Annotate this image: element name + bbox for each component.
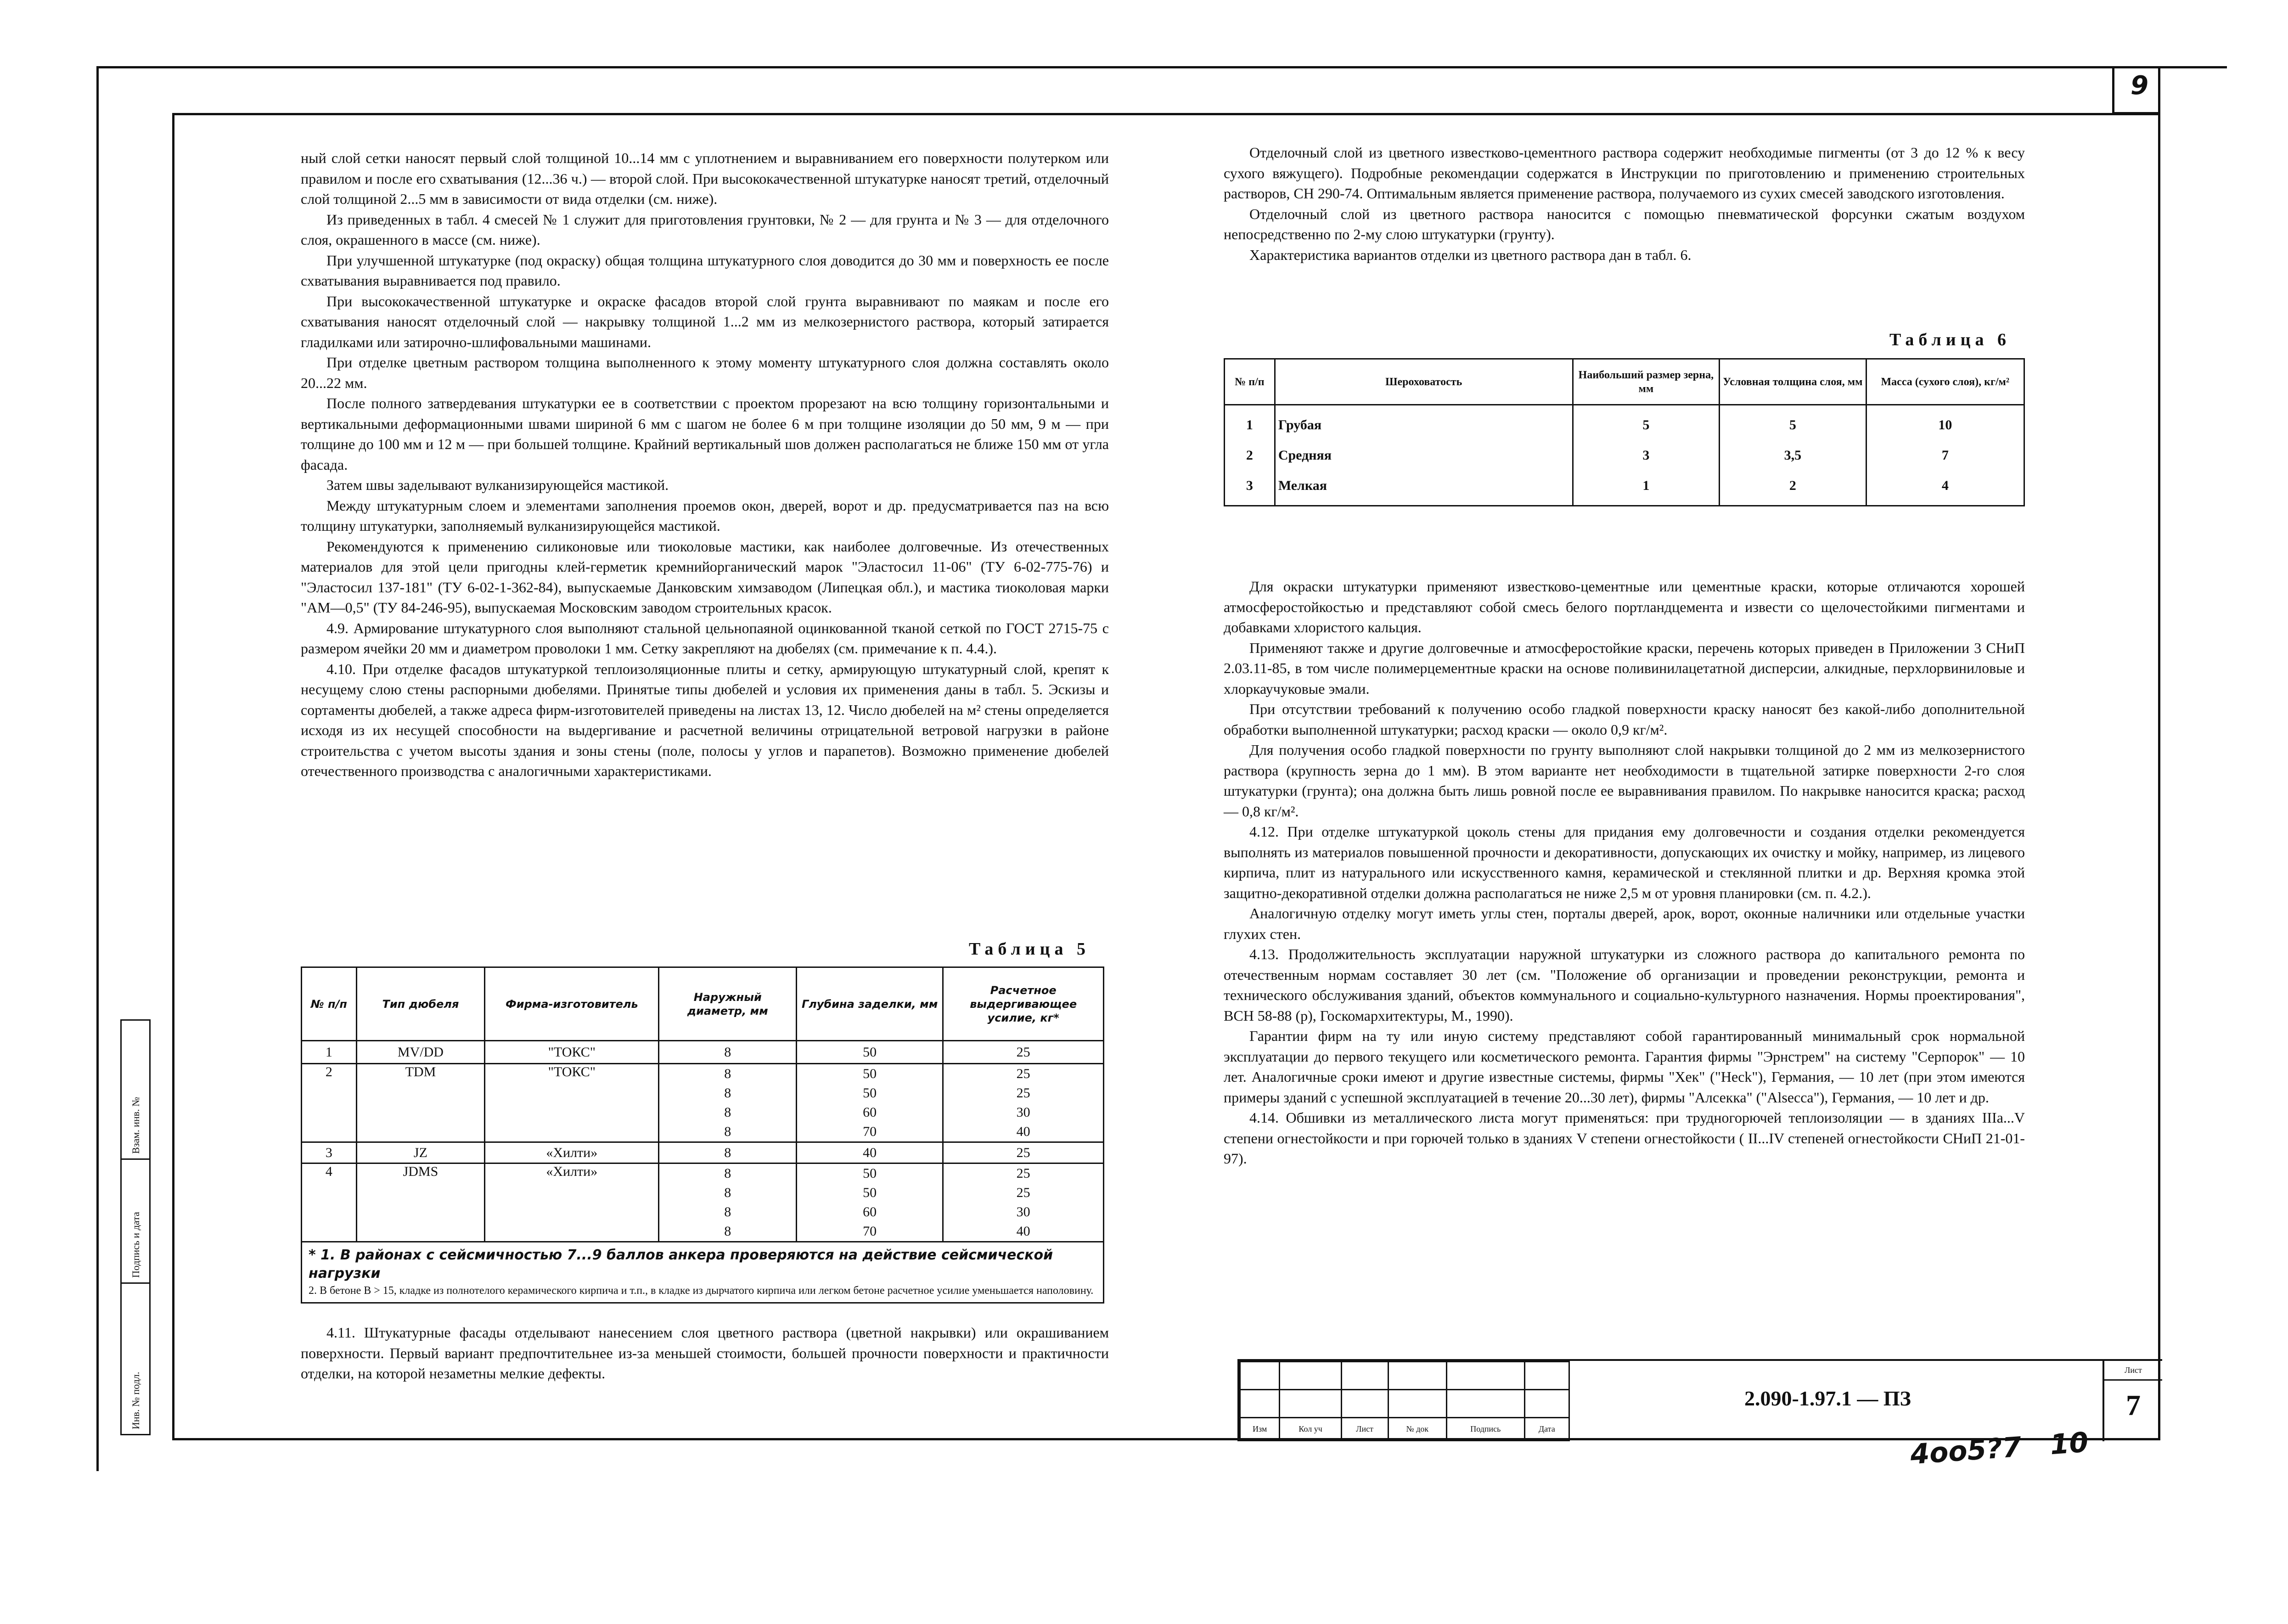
cell-value: 8 xyxy=(724,1185,731,1200)
table5 xyxy=(301,967,1104,1304)
cell-value: 8 xyxy=(724,1224,731,1239)
outer-top-border xyxy=(96,66,2227,68)
cell-value: 4 xyxy=(1941,478,1949,493)
cell: 25 xyxy=(943,1041,1104,1064)
paragraph: Рекомендуются к применению силиконовые или тиоколовые мастики, как наиболее долговечные. Из отечественных материалов для этой цели пригодны клей-герметик кремнийорганический марок "Эластосил 11-06" (ТУ 6-02-775-76) и "Эластосил 137-181" (ТУ 6-02-1-362-84), выпускаемые Данковским химзаводом (Липецкая обл.), и мастика тиоколовая марки "АМ—0,5" (ТУ 84-246-95), выпускаемая Московским заводом строительных красок. xyxy=(301,538,1109,616)
cell: 40 xyxy=(796,1142,943,1163)
cell-value: 7 xyxy=(1941,447,1949,463)
paragraph: При отделке цветным раствором толщина выполненного к этому моменту штукатурного слоя должна составлять около 20...22 мм. xyxy=(301,354,1109,391)
table5-header: Тип дюбеля xyxy=(356,967,484,1041)
cell-value: 5 xyxy=(1789,417,1796,433)
paragraph: При улучшенной штукатурке (под окраску) общая толщина штукатурного слоя доводится до 30 мм и поверхность ее после схватывания выравнивается под правило. xyxy=(301,252,1109,289)
cell-value: 25 xyxy=(1016,1166,1030,1181)
table-row xyxy=(302,1163,1104,1242)
table5-header: Расчетное выдергивающее усилие, кг* xyxy=(943,967,1104,1041)
cell-value: Средняя xyxy=(1278,447,1332,463)
paragraph: При отсутствии требований к получению особо гладкой поверхности краску наносят без какой-либо дополнительной обработки выполненной штукатурки; расход краски — около 0,9 кг/м². xyxy=(1224,701,2025,738)
stamp-header: Изм xyxy=(1240,1418,1280,1441)
cell-value: 70 xyxy=(863,1224,877,1239)
cell-value: 30 xyxy=(1016,1204,1030,1219)
cell: JZ xyxy=(356,1142,484,1163)
stamp-header: Дата xyxy=(1524,1418,1569,1441)
cell-value: 5 xyxy=(1642,417,1650,433)
paragraph: При высококачественной штукатурке и окраске фасадов второй слой грунта выравнивают по маякам и после его схватывания наносят отделочный слой — накрывку толщиной 1...2 мм из мелкозернистого раствора, который затирается гладилками или затирочно-шлифовальными машинами. xyxy=(301,292,1109,350)
cell: JDMS xyxy=(356,1163,484,1242)
stamp-grid xyxy=(1239,1361,1570,1441)
cell: 8 xyxy=(659,1142,797,1163)
paragraph: 4.10. При отделке фасадов штукатуркой теплоизоляционные плиты и сетку, армирующую штукатурный слой, крепят к несущему слою стены распорными дюбелями. Принятые типы дюбелей и условия их применения даны в табл. 5. Эскизы и сортаменты дюбелей, а также адреса фирм-изготовителей приведены на листах 13, 12. Число дюбелей на м² стены определяется исходя из их несущей способности на выдергивание и расчетной величины отрицательной ветровой нагрузки в районе строительства с учетом высоты здания и зоны стены (поле, полосы у углов и парапетов). Возможно применение дюбелей отечественного производства с аналогичными характеристиками. xyxy=(301,660,1109,779)
paragraph: Применяют также и другие долговечные и атмосферостойкие краски, перечень которых приведен в Приложении 3 СНиП 2.03.11-85, в том числе полимерцементные краски на основе поливинилацетатной дисперсии, алкидные, перхлорвиниловые и хлоркаучуковые эмали. xyxy=(1224,639,2025,697)
table5-caption: Таблица 5 xyxy=(969,939,1091,959)
paragraph: Отделочный слой из цветного известково-цементного раствора содержит необходимые пигменты (от 3 до 12 % к весу сухого вяжущего). Подробные рекомендации содержатся в Инструкции по приготовлению и применению строительных растворов, СН 290-74. Оптимальным является применение раствора, получаемого из сухих смесей заводского изготовления. xyxy=(1224,144,2025,202)
table-row xyxy=(302,1041,1104,1064)
left-bottom-text xyxy=(301,1322,1109,1384)
right-column-text xyxy=(1224,576,2025,1169)
cell: «Хилти» xyxy=(485,1163,659,1242)
paragraph: Гарантии фирм на ту или иную систему представляют собой гарантированный минимальный срок нормальной эксплуатации до первого текущего или косметического ремонта. Гарантия фирмы "Эрнстрем" на систему "Серпорок" — 10 лет. Аналогичные сроки имеют и другие известные системы, фирмы "Хек" ("Heck"), Германия, — 10 лет (при этом имеются примеры зданий с успешной эксплуатацией в течение 20...30 лет), фирмы "Алсекка" ("Alsecca"), Германия, — 10 лет и др. xyxy=(1224,1028,2025,1106)
cell-value: 1 xyxy=(1246,417,1253,433)
table6-header: Условная толщина слоя, мм xyxy=(1720,359,1866,405)
inner-top-border xyxy=(172,113,2160,115)
inner-right-border xyxy=(2158,66,2160,1439)
cell: TDM xyxy=(356,1064,484,1142)
sheet-number-box xyxy=(2102,1361,2162,1441)
left-column-text xyxy=(301,148,1109,781)
paragraph: ный слой сетки наносят первый слой толщиной 10...14 мм с уплотнением и выравниванием его поверхности полутерком или правилом и после его схватывания (12...36 ч.) — второй слой. При высококачественной штукатурке наносят третий, отделочный слой толщиной 2...5 мм в зависимости от вида отделки (см. ниже). xyxy=(301,150,1109,207)
cell-value: 50 xyxy=(863,1185,877,1200)
cell: MV/DD xyxy=(356,1041,484,1064)
right-column-top-text xyxy=(1224,142,2025,265)
cell-value: 8 xyxy=(724,1166,731,1181)
cell-value: Грубая xyxy=(1278,417,1322,433)
cell-value: 50 xyxy=(863,1066,877,1081)
cell-value: 50 xyxy=(863,1166,877,1181)
table6-header: Масса (сухого слоя), кг/м² xyxy=(1866,359,2024,405)
stamp-header: Подпись xyxy=(1447,1418,1524,1441)
cell: "ТОКС" xyxy=(485,1064,659,1142)
paragraph: Затем швы заделывают вулканизирующейся мастикой. xyxy=(326,477,669,493)
sheet-number: 7 xyxy=(2126,1389,2141,1422)
paragraph: 4.14. Обшивки из металлического листа могут применяться: при трудногорючей теплоизоляции — в зданиях IIIа...V степени огнестойкости и при горючей только в зданиях V степени огнестойкости ( II...IV степеней огнестойкости СНиП 21-01-97). xyxy=(1224,1109,2025,1167)
stamp-header: Кол уч xyxy=(1280,1418,1341,1441)
cell-value: 30 xyxy=(1016,1105,1030,1120)
cell: 4 xyxy=(302,1163,357,1242)
outer-left-border xyxy=(96,66,99,1471)
cell-value: 25 xyxy=(1016,1185,1030,1200)
side-stamp xyxy=(120,1019,151,1435)
side-label-sign: Подпись и дата xyxy=(130,1212,141,1278)
stamp-header: Лист xyxy=(1341,1418,1388,1441)
table-row xyxy=(1225,405,2024,506)
table-notes-row xyxy=(302,1242,1104,1303)
table-row xyxy=(302,1142,1104,1163)
cell-value: 25 xyxy=(1016,1085,1030,1101)
table5-header: Глубина заделки, мм xyxy=(796,967,943,1041)
cell: «Хилти» xyxy=(485,1142,659,1163)
cell-value: 2 xyxy=(1246,447,1253,463)
cell-value: 60 xyxy=(863,1204,877,1219)
cell: 25 xyxy=(943,1142,1104,1163)
cell: 8 xyxy=(659,1041,797,1064)
paragraph: Аналогичную отделку могут иметь углы стен, порталы дверей, арок, ворот, оконные наличники или отдельные участки глухих стен. xyxy=(1224,905,2025,942)
side-label-inv: Инв. № подл. xyxy=(130,1371,141,1429)
cell-value: 3 xyxy=(1246,478,1253,493)
cell-value: 8 xyxy=(724,1085,731,1101)
stamp-header: № док xyxy=(1388,1418,1447,1441)
cell: "ТОКС" xyxy=(485,1041,659,1064)
cell-value: 70 xyxy=(863,1124,877,1139)
sheet-label: Лист xyxy=(2104,1361,2162,1381)
cell-value: 50 xyxy=(863,1085,877,1101)
cell-value: 8 xyxy=(724,1124,731,1139)
paragraph: Для получения особо гладкой поверхности по грунту выполняют слой накрывки толщиной до 2 мм из мелкозернистого раствора (крупность зерна до 1 мм). В этом варианте нет необходимости в тщательной затирке поверхности 2-го слоя штукатурки (грунта); она должна быть лишь ровной после ее выравнивания правилом. По накрывке наносится краска; расход — 0,8 кг/м². xyxy=(1224,742,2025,820)
paragraph: 4.11. Штукатурные фасады отделывают нанесением слоя цветного раствора (цветной накрывки) или окрашиванием поверхности. Первый вариант предпочтительнее из-за меньшей стоимости, большей прочности поверхности и практичности отделки, на которой незаметны мелкие дефекты. xyxy=(301,1324,1109,1382)
doc-code: 2.090-1.97.1 — ПЗ xyxy=(1744,1387,1911,1410)
cell-value: Мелкая xyxy=(1278,478,1327,493)
corner-page-number: 9 xyxy=(2131,71,2148,101)
cell-value: 10 xyxy=(1938,417,1952,433)
table5-header: Наружный диаметр, мм xyxy=(659,967,797,1041)
cell: 2 xyxy=(302,1064,357,1142)
title-block xyxy=(1237,1359,2162,1441)
paragraph: Из приведенных в табл. 4 смесей № 1 служит для приготовления грунтовки, № 2 — для грунта и № 3 — для отделочного слоя, окрашенного в массе (см. ниже). xyxy=(301,211,1109,248)
cell-value: 1 xyxy=(1642,478,1650,493)
paragraph: 4.12. При отделке штукатуркой цоколь стены для придания ему долговечности и создания отделки рекомендуется выполнять из материалов повышенной прочности и декоративности, допускающих их очистку и мойку, например, из лицевого кирпича, плит из натурального или искусственного камня, керамической и стеклянной плитки и др. Верхняя кромка этой защитно-декоративной отделки должна располагаться не ниже 2,5 м от уровня планировки (см. п. 4.2.). xyxy=(1224,823,2025,901)
table6-header: Шероховатость xyxy=(1275,359,1573,405)
cell-value: 60 xyxy=(863,1105,877,1120)
paragraph: Между штукатурным слоем и элементами заполнения проемов окон, дверей, ворот и др. предусматривается паз на всю толщину штукатурки, заполняемый вулканизирующейся мастикой. xyxy=(301,497,1109,534)
paragraph: После полного затвердевания штукатурки ее в соответствии с проектом прорезают на всю толщину горизонтальными и вертикальными деформационными швами шириной 6 мм с шагом не более 6 м при толщине изоляции до 50 мм, 9 м — при толщине до 100 мм и 12 м — при большей толщине. Крайний вертикальный шов должен располагаться не ближе 150 мм от угла фасада. xyxy=(301,395,1109,473)
table5-header: Фирма-изготовитель xyxy=(485,967,659,1041)
corner-page-box xyxy=(2112,66,2160,114)
paragraph: Для окраски штукатурки применяют известково-цементные или цементные краски, которые отличаются хорошей атмосферостойкостью и представляют собой смесь белого портландцемента и извести со щелочестойкими пигментами и добавками хлористого кальция. xyxy=(1224,578,2025,635)
table6-caption: Таблица 6 xyxy=(1889,330,2011,349)
table-row xyxy=(302,1064,1104,1142)
table6-header: № п/п xyxy=(1225,359,1275,405)
cell-value: 8 xyxy=(724,1105,731,1120)
cell: 50 xyxy=(796,1041,943,1064)
table5-note-1: * 1. В районах с сейсмичностью 7...9 баллов анкера проверяются на действие сейсмической нагрузки xyxy=(309,1247,1053,1281)
side-label-replace: Взам. инв. № xyxy=(130,1097,141,1154)
cell-value: 8 xyxy=(724,1066,731,1081)
table6 xyxy=(1224,358,2025,506)
table5-note-2: 2. В бетоне В > 15, кладке из полнотелого керамического кирпича и т.п., в кладке из дырчатого кирпича или легком бетоне расчетное усилие уменьшается наполовину. xyxy=(309,1285,1094,1297)
table6-header: Наибольший размер зерна, мм xyxy=(1573,359,1720,405)
cell-value: 40 xyxy=(1016,1224,1030,1239)
cell-value: 40 xyxy=(1016,1124,1030,1139)
inner-left-border xyxy=(172,113,174,1440)
handwritten-archive-number: 4оо5?7 10 xyxy=(1909,1426,2090,1471)
cell-value: 2 xyxy=(1789,478,1796,493)
paragraph: 4.9. Армирование штукатурного слоя выполняют стальной цельнопаяной оцинкованной тканой сеткой по ГОСТ 2715-75 с размером ячейки 20 мм и диаметром проволоки 1 мм. Сетку закрепляют на дюбелях (см. примечание к п. 4.4.). xyxy=(301,619,1109,657)
table5-header: № п/п xyxy=(302,967,357,1041)
cell-value: 25 xyxy=(1016,1066,1030,1081)
cell: 1 xyxy=(302,1041,357,1064)
cell-value: 3,5 xyxy=(1784,447,1802,463)
paragraph: 4.13. Продолжительность эксплуатации наружной штукатурки из сложного раствора до капитального ремонта по отечественным нормам составляет 30 лет (см. "Положение об организации и проведении реконструкции, ремонта и технического обслуживания зданий, объектов коммунального и социально-культурного назначения. Нормы проектирования", ВСН 58-88 (р), Госкомархитектуры, М., 1990). xyxy=(1224,946,2025,1024)
cell-value: 8 xyxy=(724,1204,731,1219)
cell-value: 3 xyxy=(1642,447,1650,463)
paragraph: Отделочный слой из цветного раствора наносится с помощью пневматической форсунки сжатым воздухом непосредственно по 2-му слою штукатурки (грунту). xyxy=(1224,205,2025,242)
paragraph: Характеристика вариантов отделки из цветного раствора дан в табл. 6. xyxy=(1249,246,1692,263)
cell: 3 xyxy=(302,1142,357,1163)
